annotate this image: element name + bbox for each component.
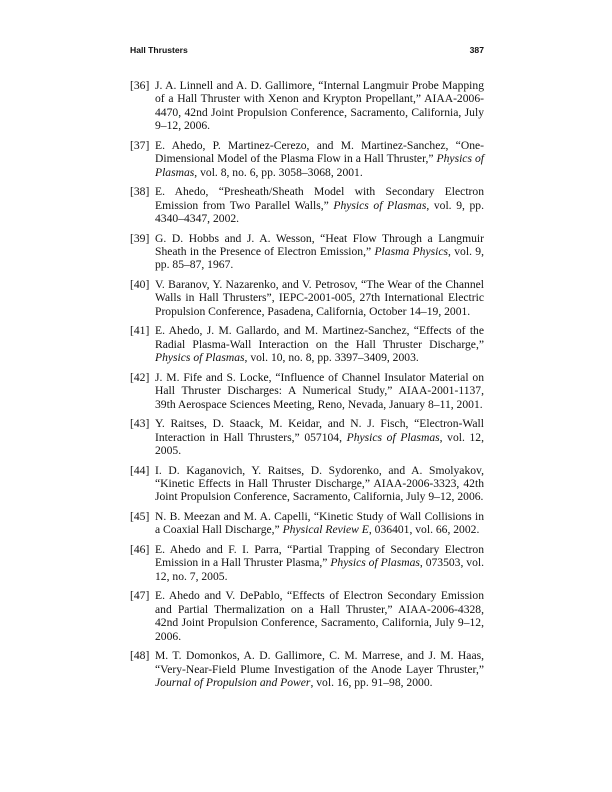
reference-number: [41] [130, 324, 150, 338]
reference-item [130, 510, 484, 537]
reference-text [155, 649, 484, 689]
reference-item [130, 79, 484, 133]
reference-number: [36] [130, 79, 150, 92]
reference-details: , vol. 9, pp. 4340–4347, 2002. [155, 198, 484, 226]
reference-text [155, 417, 484, 457]
reference-citation: E. Ahedo, P. Martinez-Cerezo, and M. Martinez-Sanchez, “One-Dimensional Model of the Plasma Flow in a Hall Thruster,” [155, 138, 484, 166]
reference-citation: V. Baranov, Y. Nazarenko, and V. Petrosov, “The Wear of the Channel Walls in Hall Thrusters”, IEPC-2001-005, 27th International Electric Propulsion Conference, Pasadena, California, October 14–19, 2001. [155, 278, 484, 318]
reference-list [130, 79, 484, 696]
reference-journal: Physics of Plasmas [155, 152, 484, 179]
reference-text [155, 510, 484, 537]
reference-citation: M. T. Domonkos, A. D. Gallimore, C. M. Marrese, and J. M. Haas, “Very-Near-Field Plume Investigation of the Anode Layer Thruster,” [155, 649, 484, 676]
reference-journal: Physical Review E [282, 523, 369, 537]
reference-item [130, 589, 484, 643]
reference-number: [46] [130, 543, 150, 557]
reference-details: , vol. 10, no. 8, pp. 3397–3409, 2003. [244, 351, 419, 365]
reference-item [130, 278, 484, 318]
reference-number: [47] [130, 589, 150, 603]
reference-text [155, 79, 484, 133]
reference-item [130, 543, 484, 583]
reference-text [155, 185, 484, 225]
reference-details: , vol. 8, no. 6, pp. 3058–3068, 2001. [194, 165, 363, 179]
reference-item [130, 232, 484, 272]
reference-number: [45] [130, 510, 150, 524]
reference-text [155, 139, 484, 179]
reference-item [130, 417, 484, 457]
reference-details: , 036401, vol. 66, 2002. [368, 523, 480, 537]
reference-item [130, 324, 484, 364]
reference-citation: N. B. Meezan and M. A. Capelli, “Kinetic Study of Wall Collisions in a Coaxial Hall Discharge,” [155, 510, 484, 537]
reference-number: [37] [130, 138, 150, 152]
reference-citation: E. Ahedo and F. I. Parra, “Partial Trapping of Secondary Electron Emission in a Hall Thruster Plasma,” [155, 543, 484, 570]
reference-citation: E. Ahedo and V. DePablo, “Effects of Electron Secondary Emission and Partial Thermalization on a Hall Thruster,” AIAA-2006-4328, 42nd Joint Propulsion Conference, Sacramento, California, July 9–12, 2006. [155, 589, 484, 643]
reference-number: [40] [130, 278, 150, 292]
reference-number: [43] [130, 417, 150, 431]
reference-citation: G. D. Hobbs and J. A. Wesson, “Heat Flow Through a Langmuir Sheath in the Presence of Electron Emission,” [155, 231, 484, 259]
reference-journal: Journal of Propulsion and Power [155, 676, 311, 690]
reference-item [130, 371, 484, 411]
reference-details: , 073503, vol. 12, no. 7, 2005. [155, 556, 484, 583]
reference-journal: Physics of Plasmas [346, 430, 440, 444]
reference-text [155, 543, 484, 583]
reference-number: [48] [130, 649, 150, 663]
reference-citation: E. Ahedo, “Presheath/Sheath Model with Secondary Electron Emission from Two Parallel Walls,” [155, 185, 484, 212]
reference-text [155, 232, 484, 272]
reference-details: , vol. 9, pp. 85–87, 1967. [155, 245, 485, 272]
reference-number: [42] [130, 370, 150, 384]
reference-text [155, 589, 484, 643]
reference-citation: Y. Raitses, D. Staack, M. Keidar, and N. J. Fisch, “Electron-Wall Interaction in Hall Thrusters,” 057104, [155, 417, 484, 444]
reference-details: , vol. 16, pp. 91–98, 2000. [310, 676, 433, 690]
reference-citation: E. Ahedo, J. M. Gallardo, and M. Martinez-Sanchez, “Effects of the Radial Plasma-Wall Interaction on the Hall Thruster Discharge,” [155, 324, 484, 351]
reference-item [130, 464, 484, 504]
page-number: 387 [469, 45, 484, 55]
reference-citation: I. D. Kaganovich, Y. Raitses, D. Sydorenko, and A. Smolyakov, “Kinetic Effects in Hall Thruster Discharge,” AIAA-2006-3323, 42th Joint Propulsion Conference, Sacramento, California, July 9–12, 2006. [155, 463, 484, 504]
reference-journal: Physics of Plasmas [155, 351, 245, 365]
running-header [130, 45, 484, 55]
reference-citation: J. A. Linnell and A. D. Gallimore, “Internal Langmuir Probe Mapping of a Hall Thruster with Xenon and Krypton Propellant,” AIAA-2006-4470, 42nd Joint Propulsion Conference, Sacramento, California, July 9–12, 2006. [155, 79, 484, 133]
reference-text [155, 324, 484, 364]
reference-citation: J. M. Fife and S. Locke, “Influence of Channel Insulator Material on Hall Thruster Discharges: A Numerical Study,” AIAA-2001-1137, 39th Aerospace Sciences Meeting, Reno, Nevada, January 8–11, 2001. [155, 370, 484, 411]
reference-details: , vol. 12, 2005. [155, 430, 484, 458]
reference-text [155, 278, 484, 318]
reference-number: [38] [130, 185, 150, 199]
reference-journal: Plasma Physics [374, 245, 449, 259]
reference-item [130, 139, 484, 179]
reference-item [130, 649, 484, 689]
reference-number: [44] [130, 463, 150, 477]
reference-journal: Physics of Plasmas [330, 556, 420, 570]
reference-item [130, 185, 484, 225]
reference-text [155, 371, 484, 411]
reference-journal: Physics of Plasmas [333, 198, 427, 212]
header-title: Hall Thrusters [130, 45, 188, 55]
reference-text [155, 464, 484, 504]
reference-number: [39] [130, 231, 150, 245]
